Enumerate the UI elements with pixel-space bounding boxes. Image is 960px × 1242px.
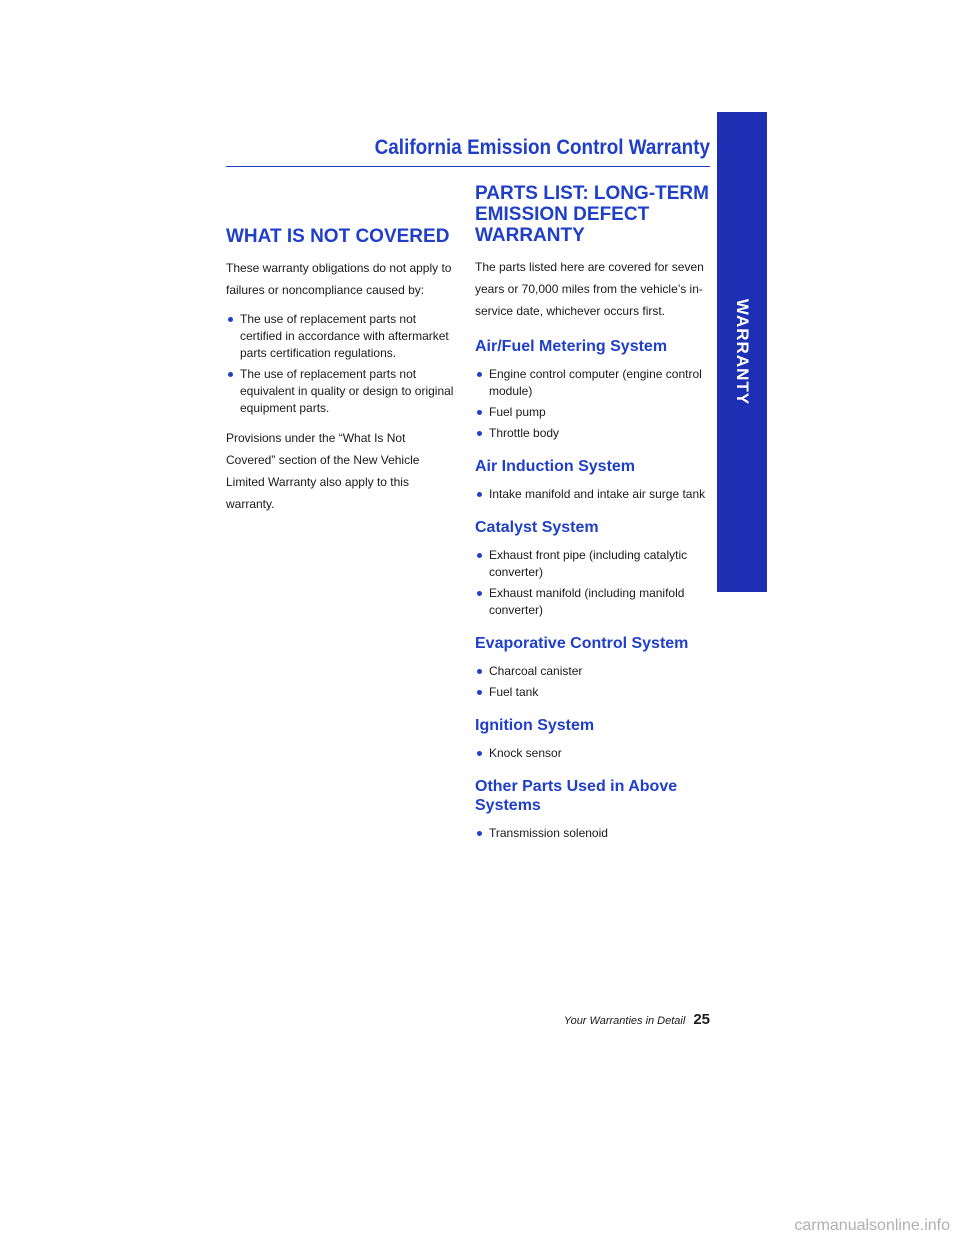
- list-item: Transmission solenoid: [475, 825, 715, 842]
- group-catalyst-heading: Catalyst System: [475, 519, 599, 536]
- page-footer: [470, 1011, 710, 1028]
- list-item: Knock sensor: [475, 745, 715, 762]
- list-item: Exhaust front pipe (including catalytic converter): [475, 547, 715, 581]
- list-item: The use of replacement parts not certified in accordance with aftermarket parts certification regulations.: [226, 311, 458, 362]
- parts-list-heading: PARTS LIST: LONG-TERM EMISSION DEFECT WARRANTY: [475, 183, 709, 246]
- right-column: [475, 183, 715, 846]
- list-item: Fuel tank: [475, 684, 715, 701]
- bullet-icon: [477, 751, 482, 756]
- bullet-icon: [228, 372, 233, 377]
- bullet-icon: [477, 591, 482, 596]
- group-other-parts-list: [475, 825, 715, 842]
- group-catalyst-list: [475, 547, 715, 619]
- group-ignition-heading: Ignition System: [475, 717, 595, 734]
- group-air-induction-list: [475, 486, 715, 503]
- list-item: Exhaust manifold (including manifold converter): [475, 585, 715, 619]
- list-item: Fuel pump: [475, 404, 715, 421]
- bullet-icon: [477, 431, 482, 436]
- group-other-parts-heading: Other Parts Used in Above Systems: [475, 778, 678, 814]
- bullet-icon: [228, 317, 233, 322]
- list-item: Throttle body: [475, 425, 715, 442]
- header-rule: [226, 166, 710, 167]
- group-air-fuel-heading: Air/Fuel Metering System: [475, 338, 668, 355]
- bullet-icon: [477, 492, 482, 497]
- not-covered-list: [226, 311, 458, 417]
- group-air-fuel-list: [475, 366, 715, 442]
- group-evaporative-heading: Evaporative Control System: [475, 635, 689, 652]
- bullet-icon: [477, 669, 482, 674]
- list-item: Intake manifold and intake air surge tank: [475, 486, 715, 503]
- bullet-icon: [477, 553, 482, 558]
- page-number: 25: [693, 1011, 710, 1028]
- footer-title: Your Warranties in Detail: [563, 1015, 686, 1027]
- parts-list-intro: The parts listed here are covered for seven years or 70,000 miles from the vehicle’s in-service date, whichever occurs first.: [475, 260, 704, 318]
- watermark: carmanualsonline.info: [794, 1217, 950, 1234]
- list-item: The use of replacement parts not equivalent in quality or design to original equipment parts.: [226, 366, 458, 417]
- group-air-induction-heading: Air Induction System: [475, 458, 636, 475]
- bullet-icon: [477, 372, 482, 377]
- bullet-icon: [477, 690, 482, 695]
- group-evaporative-list: [475, 663, 715, 701]
- not-covered-closing: Provisions under the “What Is Not Covered” section of the New Vehicle Limited Warranty also apply to this warranty.: [226, 431, 420, 511]
- list-item: Charcoal canister: [475, 663, 715, 680]
- not-covered-heading: WHAT IS NOT COVERED: [226, 226, 450, 247]
- page-title: California Emission Control Warranty: [374, 136, 710, 159]
- bullet-icon: [477, 410, 482, 415]
- bullet-icon: [477, 831, 482, 836]
- group-ignition-list: [475, 745, 715, 762]
- not-covered-intro: These warranty obligations do not apply to failures or noncompliance caused by:: [226, 261, 452, 297]
- section-tab-label: WARRANTY: [733, 298, 752, 406]
- list-item: Engine control computer (engine control module): [475, 366, 715, 400]
- section-tab: [717, 112, 767, 592]
- left-column: [226, 226, 458, 515]
